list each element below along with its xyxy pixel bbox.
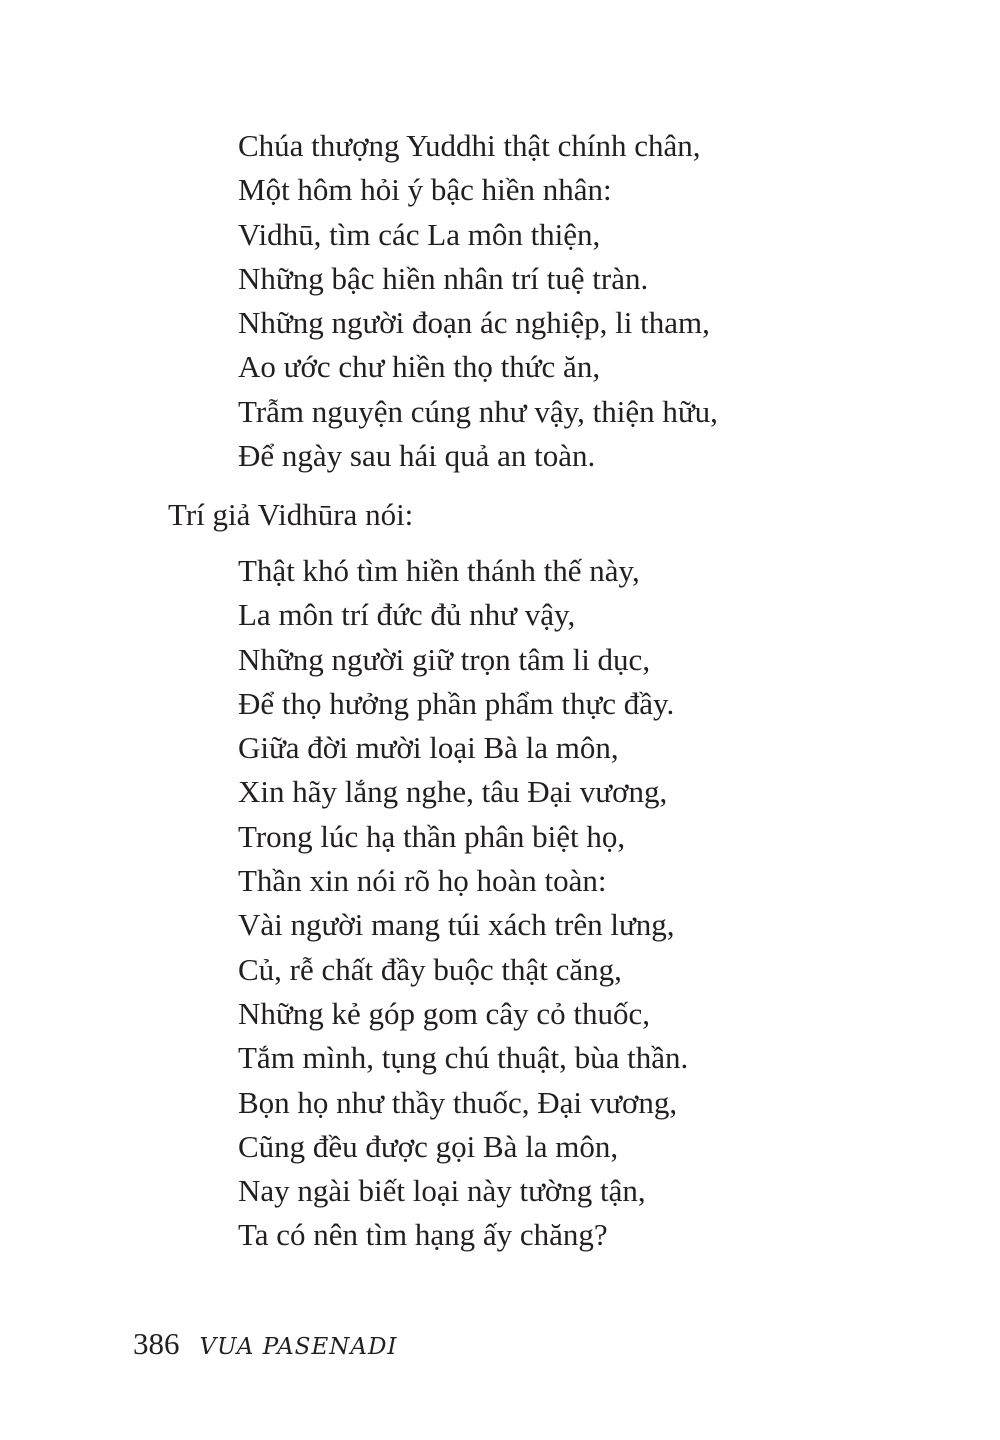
- verse-line: Ta có nên tìm hạng ấy chăng?: [238, 1217, 608, 1253]
- verse-line: Những người đoạn ác nghiệp, li tham,: [238, 305, 710, 341]
- running-title: VUA PASENADI: [199, 1334, 398, 1360]
- verse-line: Ao ước chư hiền thọ thức ăn,: [238, 349, 601, 385]
- verse-line: Xin hãy lắng nghe, tâu Đại vương,: [238, 774, 668, 810]
- page-footer: [133, 1322, 398, 1366]
- verse-line: Nay ngài biết loại này tường tận,: [238, 1173, 646, 1209]
- verse-line: Giữa đời mười loại Bà la môn,: [238, 730, 619, 766]
- verse-line: Bọn họ như thầy thuốc, Đại vương,: [238, 1084, 678, 1120]
- verse-stanza-2: [238, 549, 688, 1258]
- page-number: 386: [133, 1326, 180, 1361]
- verse-line: La môn trí đức đủ như vậy,: [238, 597, 576, 633]
- verse-line: Để thọ hưởng phần phẩm thực đầy.: [238, 685, 675, 721]
- verse-line: Thần xin nói rõ họ hoàn toàn:: [238, 863, 607, 899]
- verse-line: Tắm mình, tụng chú thuật, bùa thần.: [238, 1040, 689, 1076]
- verse-line: Vài người mang túi xách trên lưng,: [238, 907, 675, 943]
- verse-line: Thật khó tìm hiền thánh thế này,: [238, 553, 640, 588]
- verse-line: Vidhū, tìm các La môn thiện,: [238, 216, 601, 252]
- verse-line: Những kẻ góp gom cây cỏ thuốc,: [238, 995, 650, 1031]
- verse-line: Những người giữ trọn tâm li dục,: [238, 641, 651, 677]
- verse-line: Trẫm nguyện cúng như vậy, thiện hữu,: [238, 393, 718, 429]
- narration-line: Trí giả Vidhūra nói:: [168, 497, 414, 532]
- verse-line: Củ, rễ chất đầy buộc thật căng,: [238, 951, 622, 987]
- verse-line: Trong lúc hạ thần phân biệt họ,: [238, 818, 626, 854]
- verse-line: Cũng đều được gọi Bà la môn,: [238, 1128, 619, 1164]
- verse-line: Một hôm hỏi ý bậc hiền nhân:: [238, 172, 612, 208]
- verse-stanza-1: [238, 124, 718, 478]
- verse-line: Để ngày sau hái quả an toàn.: [238, 438, 596, 474]
- verse-line: Chúa thượng Yuddhi thật chính chân,: [238, 128, 701, 163]
- verse-line: Những bậc hiền nhân trí tuệ tràn.: [238, 260, 649, 296]
